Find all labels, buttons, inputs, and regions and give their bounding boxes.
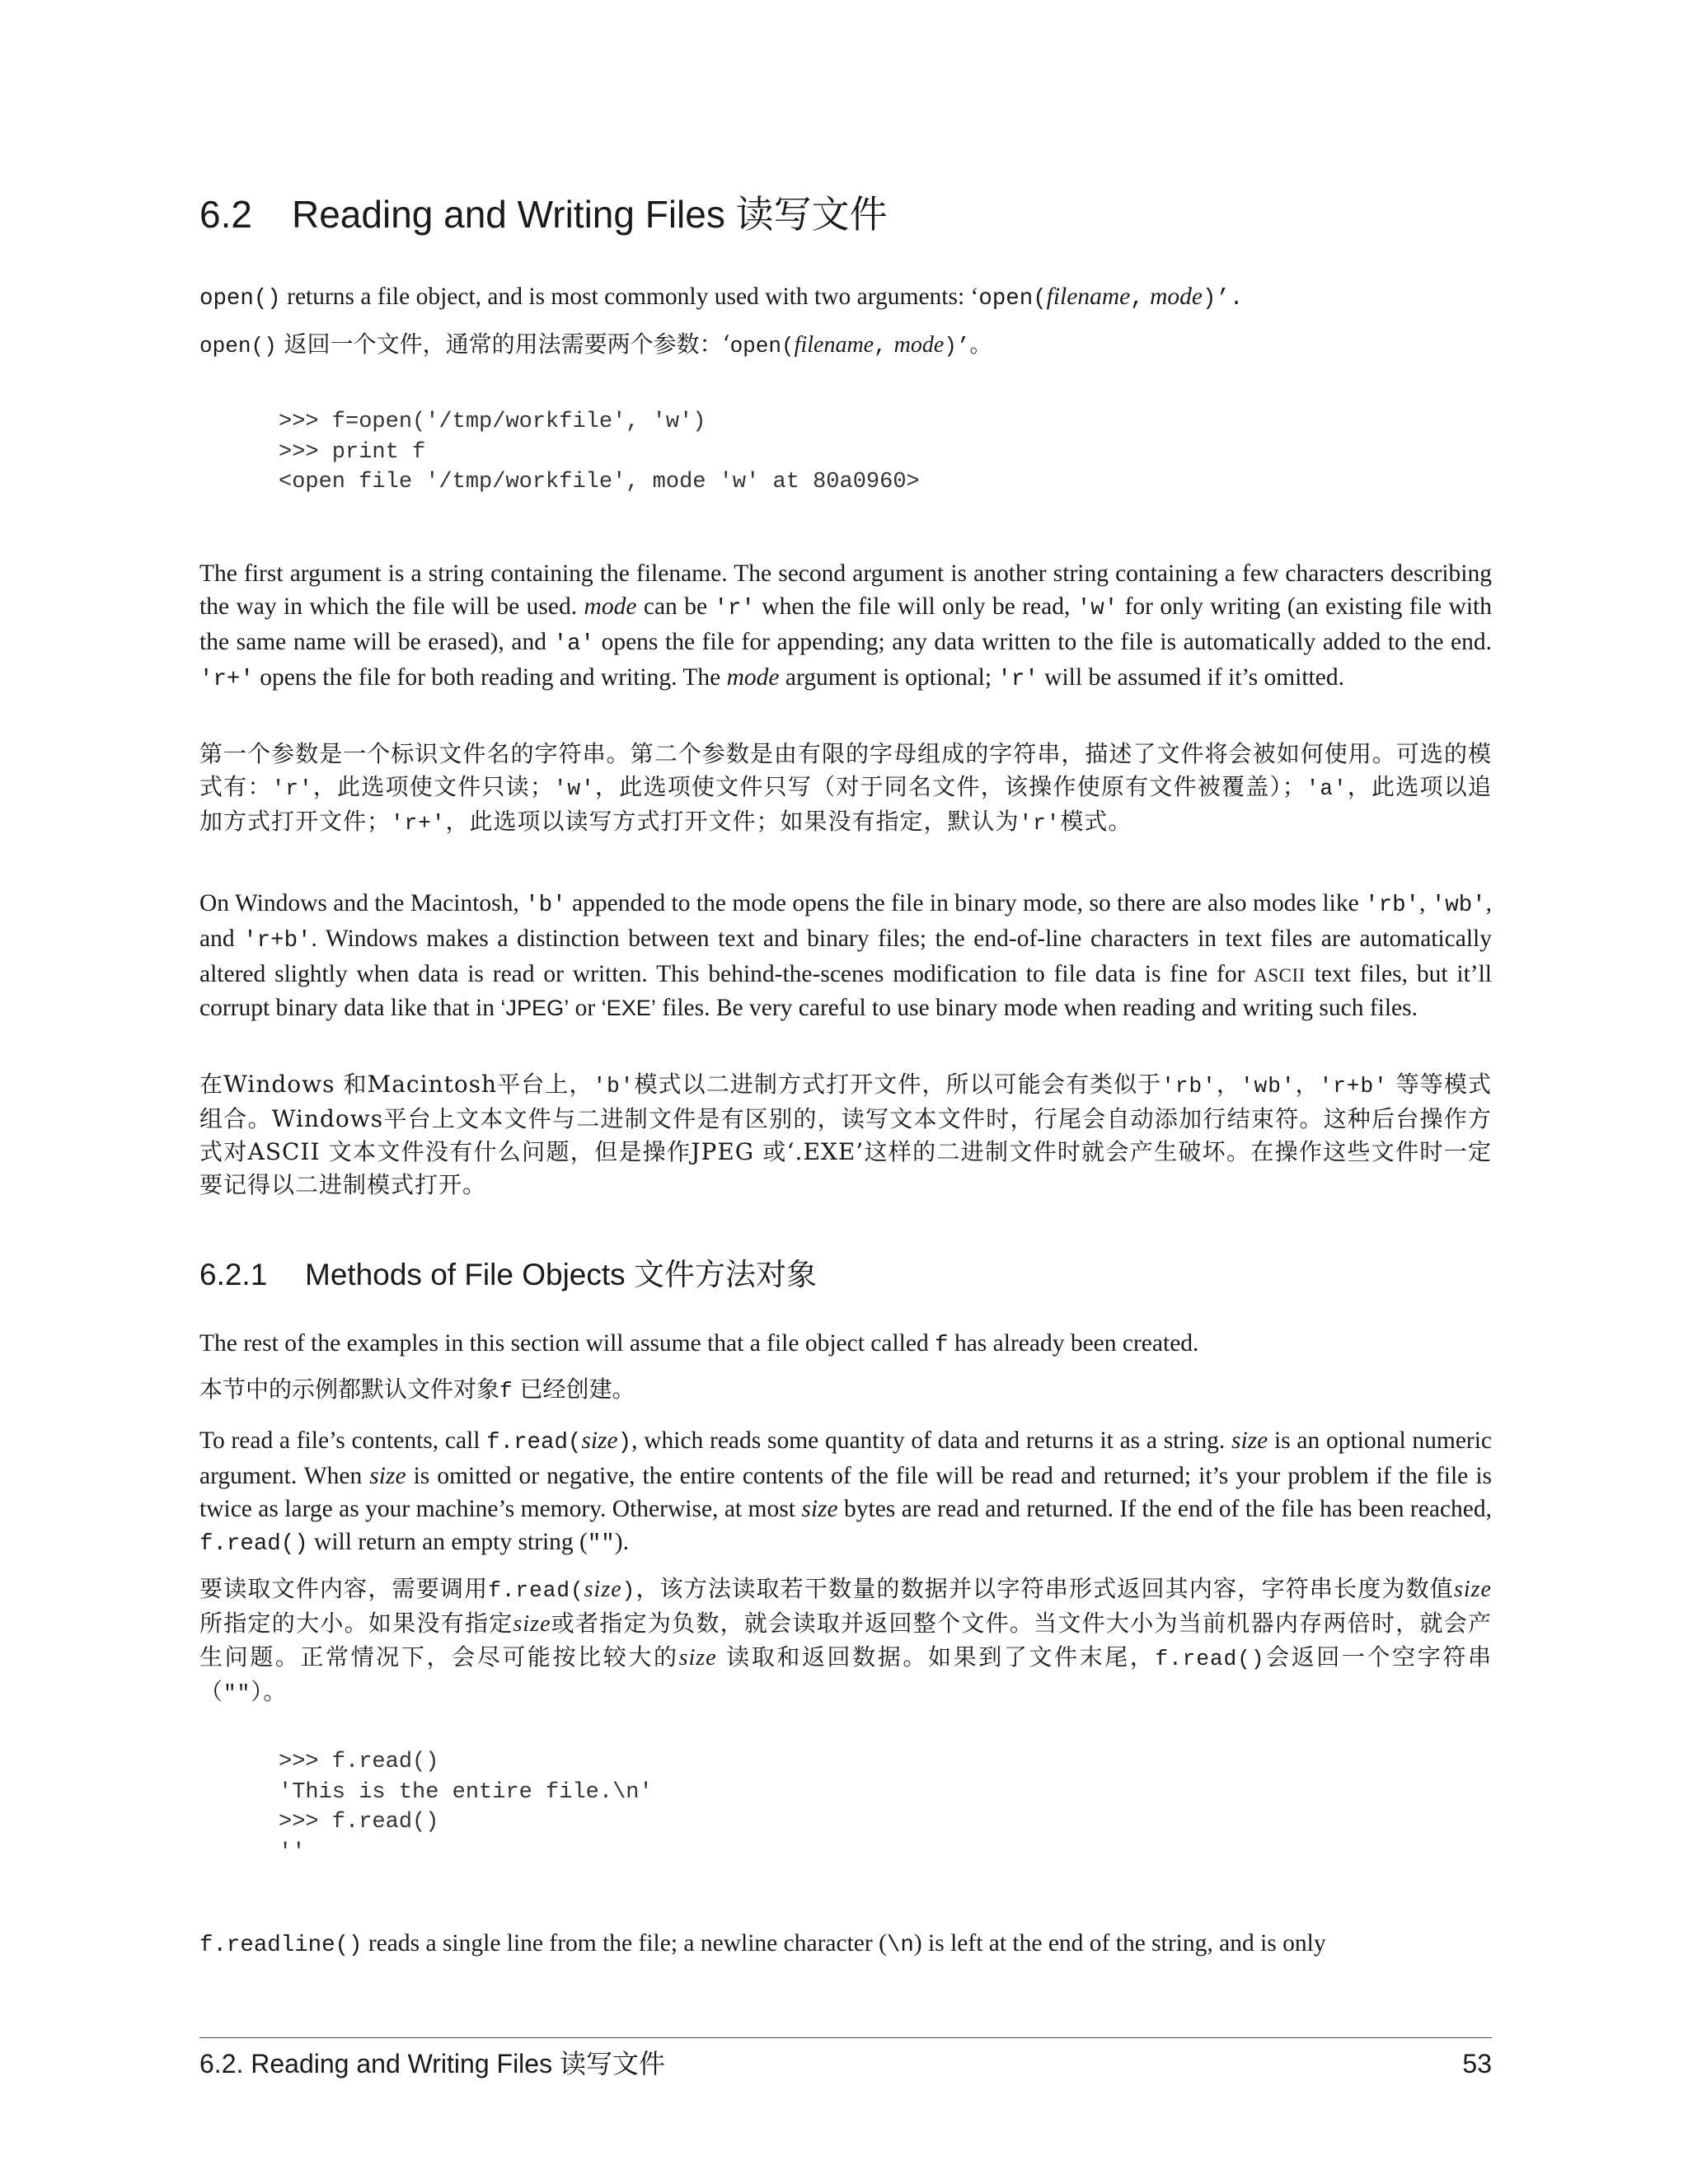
code-block-open: >>> f=open('/tmp/workfile', 'w') >>> print f <open file '/tmp/workfile', mode 'w' at 80a0960> (279, 410, 920, 494)
intro-english: open() returns a file object, and is most commonly used with two arguments: ‘open(filename, mode)’. (199, 284, 1244, 312)
paragraph-arguments-english: The first argument is a string containing the filename. The second argument is another string containing a few characters describing the way in which the file will be used. mode can be 'r' when the file will only be read, 'w' for only writing (an existing file with the same name will be erased), and 'a' opens the file for appending; any data written to the file is automatically added to the end. 'r+' opens the file for both reading and writing. The mode argument is optional; 'r' will be assumed if it’s omitted. (199, 560, 1493, 692)
rest-chinese: 本节中的示例都默认文件对象f 已经创建。 (199, 1376, 635, 1404)
footer-title: 6.2. Reading and Writing Files 读写文件 (199, 2049, 665, 2079)
inline-code: open() (199, 334, 277, 359)
paragraph-arguments-chinese: 第一个参数是一个标识文件名的字符串。第二个参数是由有限的字母组成的字符串，描述了文件将会被如何使用。可选的模式有：'r'，此选项使文件只读；'w'，此选项使文件只写（对于同名文件，该操作使原有文件被覆盖）；'a'，此选项以追加方式打开文件；'r+'，此选项以读写方式打开文件；如果没有指定，默认为'r'模式。 (199, 740, 1492, 836)
subsection-title: Methods of File Objects 文件方法对象 (305, 1258, 817, 1291)
footer-rule (199, 2037, 1492, 2038)
section-heading (199, 191, 1492, 237)
intro-chinese: open() 返回一个文件，通常的用法需要两个参数：‘open(filename, mode)’。 (199, 330, 992, 359)
subsection-number: 6.2.1 (199, 1258, 268, 1291)
paragraph-read-english: To read a file’s contents, call f.read(size), which reads some quantity of data and returns it as a string. size is an optional numeric argument. When size is omitted or negative, the entire contents of the file will be read and returned; it’s your problem if the file is twice as large as your machine’s memory. Otherwise, at most size bytes are read and returned. If the end of the file has been reached, f.read() will return an empty string (""). (199, 1427, 1493, 1557)
section-number: 6.2 (199, 193, 252, 236)
subsection-heading (199, 1256, 1492, 1294)
paragraph-read-chinese: 要读取文件内容，需要调用f.read(size)，该方法读取若干数量的数据并以字符串形式返回其内容，字符串长度为数值size 所指定的大小。如果没有指定size或者指定为负数，就会读取并返回整个文件。当文件大小为当前机器内存两倍时，就会产生问题。正常情况下，会尽可能按比较大的size 读取和返回数据。如果到了文件末尾，f.read()会返回一个空字符串（""）。 (199, 1575, 1492, 1706)
code-block-read: >>> f.read() 'This is the entire file.\n' >>> f.read() '' (279, 1750, 653, 1865)
paragraph-readline-english: f.readline() reads a single line from the file; a newline character (\n) is left at the end of the string, and is only (199, 1930, 1326, 1958)
paragraph-binary-chinese: 在Windows 和Macintosh平台上，'b'模式以二进制方式打开文件，所以可能会有类似于'rb'，'wb'，'r+b' 等等模式组合。Windows平台上文本文件与二进制文件是有区别的，读写文本文件时，行尾会自动添加行结束符。这种后台操作方式对ASCII 文本文件没有什么问题，但是操作JPEG 或‘.EXE’这样的二进制文件时就会产生破坏。在操作这些文件时一定要记得以二进制模式打开。 (199, 1071, 1492, 1198)
rest-english: The rest of the examples in this section will assume that a file object called f has already been created. (199, 1330, 1199, 1358)
inline-code: open() (199, 286, 281, 312)
paragraph-binary-english: On Windows and the Macintosh, 'b' appended to the mode opens the file in binary mode, so there are also modes like 'rb', 'wb', and 'r+b'. Windows makes a distinction between text and binary files; the end-of-line characters in text files are automatically altered slightly when data is read or written. This behind-the-scenes modification to file data is fine for ASCII text files, but it’ll corrupt binary data like that in ‘JPEG’ or ‘EXE’ files. Be very careful to use binary mode when reading and writing such files. (199, 890, 1493, 1021)
section-title: Reading and Writing Files 读写文件 (292, 193, 888, 236)
page-number: 53 (1462, 2049, 1492, 2079)
